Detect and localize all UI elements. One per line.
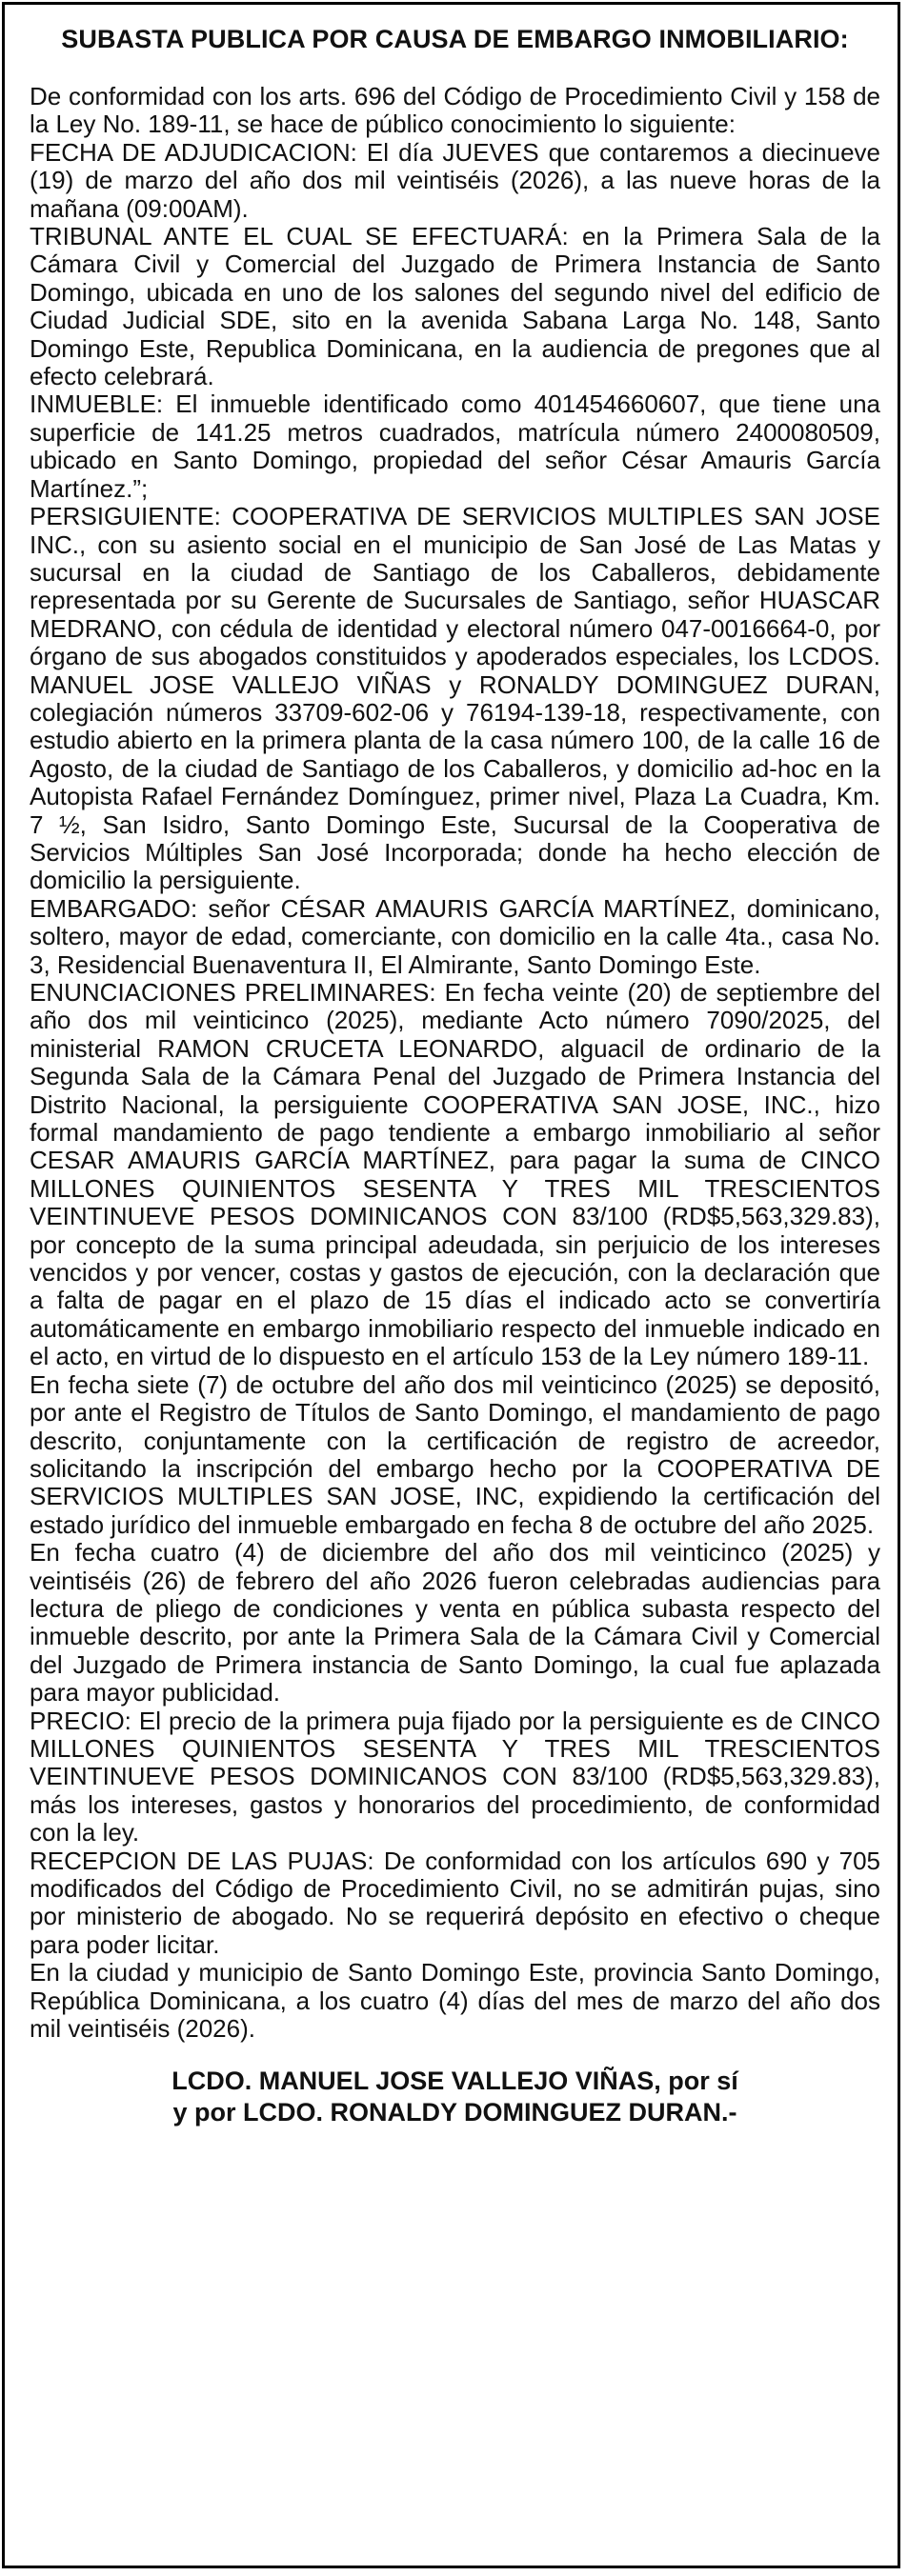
notice-title: SUBASTA PUBLICA POR CAUSA DE EMBARGO INMOBILIARIO: xyxy=(61,25,849,53)
signature-line-1: LCDO. MANUEL JOSE VALLEJO VIÑAS, por sí xyxy=(172,2067,738,2096)
property-paragraph: INMUEBLE: El inmueble identificado como 401454660607, que tiene una superficie de 141.25 metros cuadrados, matrícula número 2400080509, ubicado en Santo Domingo, propiedad del señor César Amauris García Martínez.”; xyxy=(30,389,880,503)
place-date-paragraph: En la ciudad y municipio de Santo Domingo Este, provincia Santo Domingo, República Dominicana, a los cuatro (4) días del mes de marzo del año dos mil veintiséis (2026). xyxy=(30,1958,880,2044)
notice-border xyxy=(2,2,900,2568)
adjudication-date-paragraph: FECHA DE ADJUDICACION: El día JUEVES que contaremos a diecinueve (19) de marzo del año dos mil veintiséis (2026), a las nueve horas de la mañana (09:00AM). xyxy=(30,137,880,223)
tribunal-paragraph: TRIBUNAL ANTE EL CUAL SE EFECTUARÁ: en la Primera Sala de la Cámara Civil y Comercial del Juzgado de Primera Instancia de Santo Domingo, ubicada en uno de los salones del segundo nivel del edificio de Ciudad Judicial SDE, sito en la avenida Sabana Larga No. 148, Santo Domingo Este, Republica Dominicana, en la audiencia de pregones que al efecto celebrará. xyxy=(30,222,880,391)
intro-paragraph: De conformidad con los arts. 696 del Código de Procedimiento Civil y 158 de la Ley No. 189-11, se hace de público conocimiento lo siguiente: xyxy=(30,82,880,139)
seized-party-paragraph: EMBARGADO: señor CÉSAR AMAURIS GARCÍA MARTÍNEZ, dominicano, soltero, mayor de edad, comerciante, con domicilio en la calle 4ta., casa No. 3, Residencial Buenaventura II, El Almirante, Santo Domingo Este. xyxy=(30,893,880,979)
signature-line-2: y por LCDO. RONALDY DOMINGUEZ DURAN.- xyxy=(172,2098,737,2127)
signature-block xyxy=(30,2066,880,2128)
pursuer-paragraph: PERSIGUIENTE: COOPERATIVA DE SERVICIOS MULTIPLES SAN JOSE INC., con su asiento social en el municipio de San José de Las Matas y sucursal en la ciudad de Santiago de los Caballeros, debidamente representada por su Gerente de Sucursales de Santiago, señor HUASCAR MEDRANO, con cédula de identidad y electoral número 047-0016664-0, por órgano de sus abogados constituidos y apoderados especiales, los LCDOS. MANUEL JOSE VALLEJO VIÑAS y RONALDY DOMINGUEZ DURAN, colegiación números 33709-602-06 y 76194-139-18, respectivamente, con estudio abierto en la primera planta de la casa número 100, de la calle 16 de Agosto, de la ciudad de Santiago de los Caballeros, y domicilio ad-hoc en la Autopista Rafael Fernández Domínguez, primer nivel, Plaza La Cuadra, Km. 7 ½, San Isidro, Santo Domingo Este, Sucursal de la Cooperativa de Servicios Múltiples San José Incorporada; donde ha hecho elección de domicilio la persiguiente. xyxy=(30,502,880,895)
hearings-paragraph: En fecha cuatro (4) de diciembre del año dos mil veinticinco (2025) y veintiséis (26) de febrero del año 2026 fueron celebradas audiencias para lectura de pliego de condiciones y venta en pública subasta respecto del inmueble descrito, por ante la Primera Sala de la Cámara Civil y Comercial del Juzgado de Primera instancia de Santo Domingo, la cual fue aplazada para mayor publicidad. xyxy=(30,1538,880,1707)
notice-body xyxy=(30,22,880,2128)
price-paragraph: PRECIO: El precio de la primera puja fijado por la persiguiente es de CINCO MILLONES QUINIENTOS SESENTA Y TRES MIL TRESCIENTOS VEINTINUEVE PESOS DOMINICANOS CON 83/100 (RD$5,563,329.83), más los intereses, gastos y honorarios del procedimiento, de conformidad con la ley. xyxy=(30,1706,880,1847)
bids-reception-paragraph: RECEPCION DE LAS PUJAS: De conformidad con los artículos 690 y 705 modificados del Código de Procedimiento Civil, no se admitirán pujas, sino por ministerio de abogado. No se requerirá depósito en efectivo o cheque para poder licitar. xyxy=(30,1846,880,1959)
registry-deposit-paragraph: En fecha siete (7) de octubre del año dos mil veinticinco (2025) se depositó, por ante el Registro de Títulos de Santo Domingo, el mandamiento de pago descrito, conjuntamente con la certificación de registro de acreedor, solicitando la inscripción del embargo hecho por la COOPERATIVA DE SERVICIOS MULTIPLES SAN JOSE, INC, expidiendo la certificación del estado jurídico del inmueble embargado en fecha 8 de octubre del año 2025. xyxy=(30,1369,880,1539)
preliminary-statements-paragraph: ENUNCIACIONES PRELIMINARES: En fecha veinte (20) de septiembre del año dos mil veinticinco (2025), mediante Acto número 7090/2025, del ministerial RAMON CRUCETA LEONARDO, alguacil de ordinario de la Segunda Sala de la Cámara Penal del Juzgado de Primera Instancia del Distrito Nacional, la persiguiente COOPERATIVA SAN JOSE, INC., hizo formal mandamiento de pago tendiente a embargo inmobiliario al señor CESAR AMAURIS GARCÍA MARTÍNEZ, para pagar la suma de CINCO MILLONES QUINIENTOS SESENTA Y TRES MIL TRESCIENTOS VEINTINUEVE PESOS DOMINICANOS CON 83/100 (RD$5,563,329.83), por concepto de la suma principal adeudada, sin perjuicio de los intereses vencidos y por vencer, costas y gastos de ejecución, con la declaración que a falta de pagar en el plazo de 15 días el indicado acto se convertiría automáticamente en embargo inmobiliario respecto del inmueble indicado en el acto, en virtud de lo dispuesto en el artículo 153 de la Ley número 189-11. xyxy=(30,978,880,1371)
